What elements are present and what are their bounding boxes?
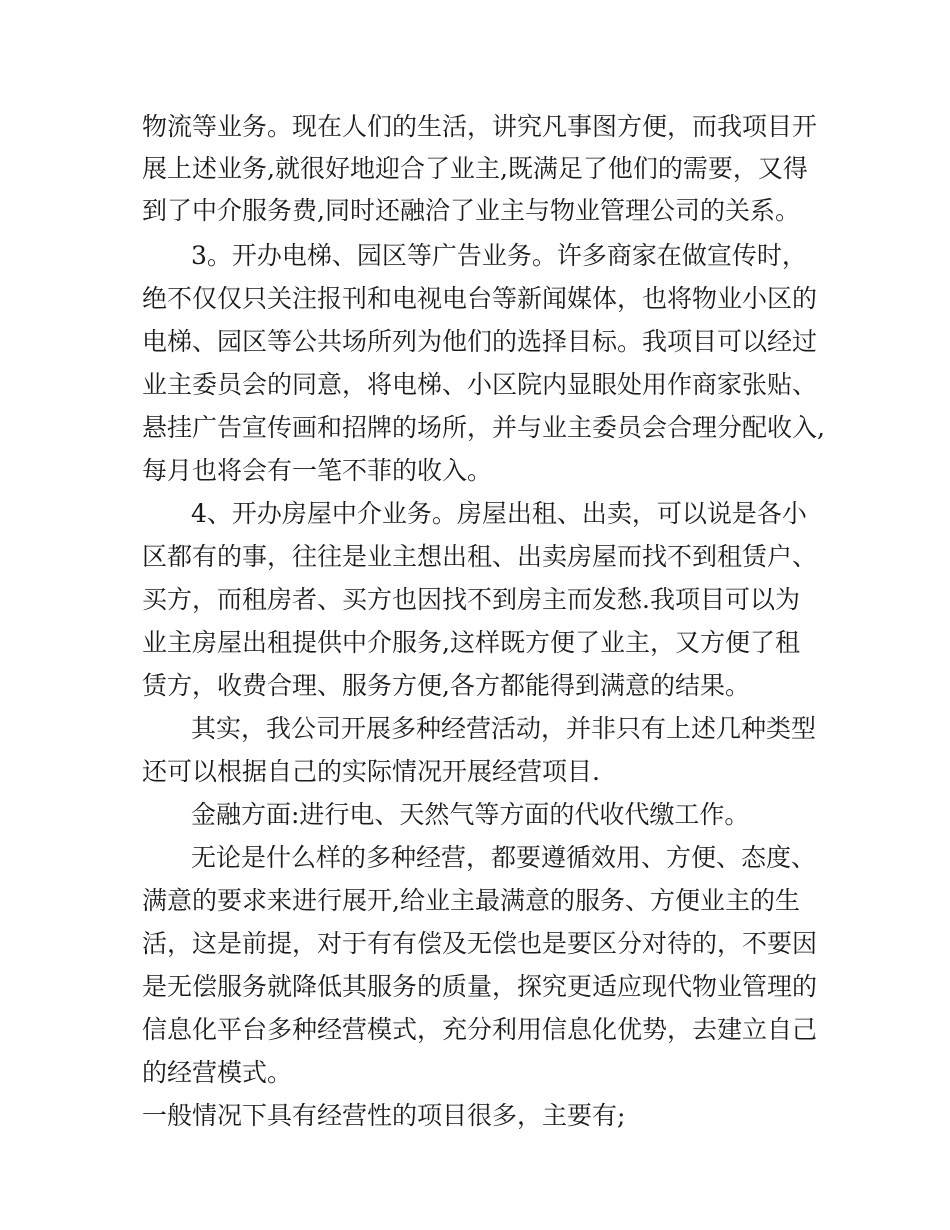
text-line: 每月也将会有一笔不菲的收入。 [142,456,493,485]
text-line: 到了中介服务费,同时还融洽了业主与物业管理公司的关系。 [142,196,800,225]
text-line: 还可以根据自己的实际情况开展经营项目. [142,757,600,786]
text-line: 满意的要求来进行展开,给业主最满意的服务、方便业主的生 [142,886,800,915]
text-line: 是无偿服务就降低其服务的质量，探究更适应现代物业管理的 [142,972,818,1001]
text-line: 电梯、园区等公共场所列为他们的选择目标。我项目可以经过 [142,327,818,356]
text-line: 业主房屋出租提供中介服务,这样既方便了业主，又方便了租 [142,628,800,657]
text-line: 的经营模式。 [142,1058,293,1087]
paragraph-start-line: 4、开办房屋中介业务。房屋出租、出卖，可以说是各小 [191,499,807,528]
paragraph-start-line: 3。开办电梯、园区等广告业务。许多商家在做宣传时， [191,241,807,270]
paragraph-start-line: 无论是什么样的多种经营，都要遵循效用、方便、态度、 [191,843,817,872]
text-line: 买方，而租房者、买方也因找不到房主而发愁.我项目可以为 [142,585,800,614]
text-line: 一般情况下具有经营性的项目很多，主要有; [142,1101,626,1130]
text-line: 展上述业务,就很好地迎合了业主,既满足了他们的需要，又得 [142,154,808,183]
text-line: 业主委员会的同意，将电梯、小区院内显眼处用作商家张贴、 [142,370,818,399]
paragraph-start-line: 其实，我公司开展多种经营活动，并非只有上述几种类型 [191,714,817,743]
text-line: 物流等业务。现在人们的生活，讲究凡事图方便，而我项目开 [142,112,818,141]
text-line: 赁方，收费合理、服务方便,各方都能得到满意的结果。 [142,671,750,700]
text-line: 绝不仅仅只关注报刊和电视电台等新闻媒体，也将物业小区的 [142,284,818,313]
paragraph-start-line: 金融方面:进行电、天然气等方面的代收代缴工作。 [191,800,750,829]
text-line: 活，这是前提，对于有有偿及无偿也是要区分对待的，不要因 [142,929,818,958]
text-line: 区都有的事，往往是业主想出租、出卖房屋而找不到租赁户、 [142,542,818,571]
text-line: 信息化平台多种经营模式，充分利用信息化优势，去建立自己 [142,1015,818,1044]
text-line: 悬挂广告宣传画和招牌的场所，并与业主委员会合理分配收入, [142,413,825,442]
